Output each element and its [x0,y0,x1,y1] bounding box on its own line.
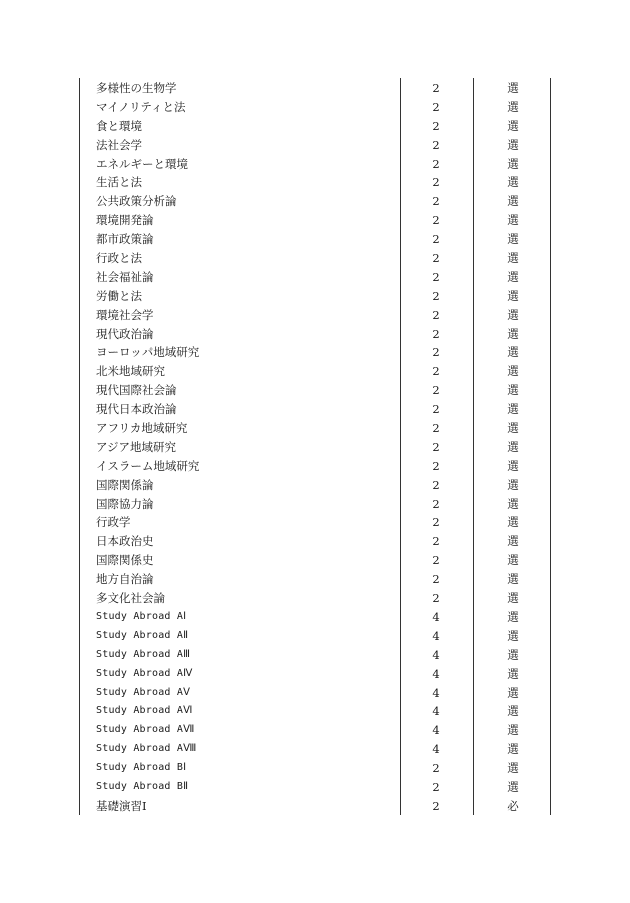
course-name: Study Abroad AⅤ [96,686,191,698]
course-name: Study Abroad AⅠ [96,610,187,622]
course-credits: 2 [432,458,440,473]
course-type: 選 [507,81,519,95]
table-row [0,759,630,778]
course-type: 選 [507,99,519,114]
table-row [0,457,630,476]
course-type: 選 [507,477,519,492]
course-type: 選 [507,534,519,549]
course-name: 食と環境 [96,118,142,133]
table-row [0,570,630,589]
course-type: 選 [507,118,519,133]
course-credits: 2 [432,496,440,511]
course-name: Study Abroad AⅧ [96,743,197,755]
course-credits: 2 [432,175,440,190]
course-type: 選 [507,326,519,341]
course-credits: 2 [432,288,440,303]
course-name: 基礎演習Ⅰ [96,798,147,813]
course-credits: 2 [432,572,440,587]
table-row [0,495,630,514]
course-type: 選 [507,647,519,662]
table-row [0,608,630,627]
course-type: 選 [507,666,519,681]
course-credits: 2 [432,439,440,454]
table-row [0,155,630,174]
course-name: 国際関係論 [96,477,154,492]
course-credits: 2 [432,137,440,152]
course-credits: 4 [432,647,440,662]
table-row [0,79,630,98]
table-row [0,551,630,570]
table-body [0,79,630,816]
table-row [0,98,630,117]
table-row [0,665,630,684]
course-credits: 2 [432,402,440,417]
table-row [0,325,630,344]
course-credits: 2 [432,364,440,379]
course-credits: 2 [432,326,440,341]
course-name: ヨーロッパ地域研究 [96,345,200,360]
course-type: 選 [507,685,519,700]
course-type: 選 [507,194,519,209]
course-type: 選 [507,345,519,360]
course-name: Study Abroad AⅡ [96,629,189,641]
table-row [0,192,630,211]
course-name: 地方自治論 [96,572,154,587]
course-type: 選 [507,364,519,379]
table-row [0,343,630,362]
course-credits: 2 [432,213,440,228]
course-name: 国際協力論 [96,496,154,511]
course-name: 環境開発論 [96,213,154,228]
table-row [0,589,630,608]
course-type: 選 [507,723,519,738]
course-type: 選 [507,704,519,719]
course-name: アジア地域研究 [96,439,177,454]
course-name: 現代国際社会論 [96,383,177,398]
course-credits: 2 [432,194,440,209]
course-name: 環境社会学 [96,307,154,322]
course-name: Study Abroad BⅠ [96,762,187,774]
course-credits: 2 [432,232,440,247]
table-row [0,306,630,325]
course-credits: 2 [432,761,440,776]
course-name: 多様性の生物学 [96,81,177,95]
course-type: 選 [507,175,519,190]
course-type: 選 [507,421,519,436]
table-row [0,721,630,740]
course-credits: 2 [432,383,440,398]
course-name: 社会福祉論 [96,269,154,284]
course-credits: 2 [432,307,440,322]
course-type: 選 [507,383,519,398]
table-row [0,362,630,381]
table-row [0,287,630,306]
course-credits: 2 [432,118,440,133]
course-type: 選 [507,496,519,511]
course-credits: 2 [432,269,440,284]
course-type: 選 [507,761,519,776]
course-type: 選 [507,742,519,757]
course-name: 法社会学 [96,137,142,152]
course-credits: 2 [432,156,440,171]
course-name: 行政学 [96,515,131,530]
course-name: アフリカ地域研究 [96,421,188,436]
table-row [0,627,630,646]
course-credits: 4 [432,742,440,757]
table-row [0,268,630,287]
table-row [0,400,630,419]
course-name: 国際関係史 [96,553,154,568]
course-type: 選 [507,402,519,417]
course-credits: 4 [432,609,440,624]
course-name: 労働と法 [96,288,142,303]
course-type: 選 [507,232,519,247]
course-type: 選 [507,156,519,171]
course-name: Study Abroad AⅣ [96,667,193,679]
course-name: マイノリティと法 [96,99,186,114]
course-type: 選 [507,572,519,587]
course-type: 選 [507,515,519,530]
table-row [0,136,630,155]
course-type: 選 [507,307,519,322]
course-type: 選 [507,553,519,568]
course-name: 現代日本政治論 [96,402,177,417]
course-type: 選 [507,779,519,794]
table-row [0,211,630,230]
course-type: 選 [507,458,519,473]
course-credits: 2 [432,99,440,114]
course-name: 北米地域研究 [96,364,165,379]
table-row [0,381,630,400]
course-name: Study Abroad AⅢ [96,648,191,660]
course-type: 選 [507,609,519,624]
course-credits: 2 [432,779,440,794]
course-credits: 4 [432,666,440,681]
course-credits: 4 [432,628,440,643]
course-type: 選 [507,137,519,152]
course-name: 多文化社会論 [96,591,165,606]
course-type: 選 [507,251,519,266]
course-credits: 2 [432,251,440,266]
table-row [0,740,630,759]
table-row [0,173,630,192]
course-type: 必 [507,798,519,813]
table-row [0,702,630,721]
table-row [0,117,630,136]
course-name: Study Abroad AⅦ [96,724,195,736]
table-row [0,646,630,665]
table-row [0,778,630,797]
course-type: 選 [507,628,519,643]
course-name: Study Abroad AⅥ [96,705,193,717]
course-credits: 2 [432,81,440,95]
course-name: 日本政治史 [96,534,154,549]
course-name: イスラーム地域研究 [96,458,200,473]
course-name: 都市政策論 [96,232,154,247]
table-row [0,797,630,816]
course-type: 選 [507,439,519,454]
table-row [0,249,630,268]
course-name: 公共政策分析論 [96,194,177,209]
course-credits: 2 [432,345,440,360]
course-type: 選 [507,288,519,303]
table-row [0,532,630,551]
course-name: Study Abroad BⅡ [96,780,189,792]
course-name: 行政と法 [96,251,142,266]
table-row [0,684,630,703]
course-credits: 4 [432,704,440,719]
table-row [0,419,630,438]
course-credits: 4 [432,723,440,738]
table-row [0,513,630,532]
table-row [0,230,630,249]
course-name: 生活と法 [96,175,142,190]
table-row [0,476,630,495]
course-credits: 2 [432,591,440,606]
course-name: 現代政治論 [96,326,154,341]
course-credits: 2 [432,553,440,568]
course-credits: 2 [432,421,440,436]
course-credits: 2 [432,534,440,549]
course-credits: 2 [432,477,440,492]
course-credits: 2 [432,798,440,813]
table-row [0,438,630,457]
course-type: 選 [507,591,519,606]
course-credits: 2 [432,515,440,530]
course-credits: 4 [432,685,440,700]
course-type: 選 [507,213,519,228]
course-type: 選 [507,269,519,284]
course-name: エネルギーと環境 [96,156,188,171]
